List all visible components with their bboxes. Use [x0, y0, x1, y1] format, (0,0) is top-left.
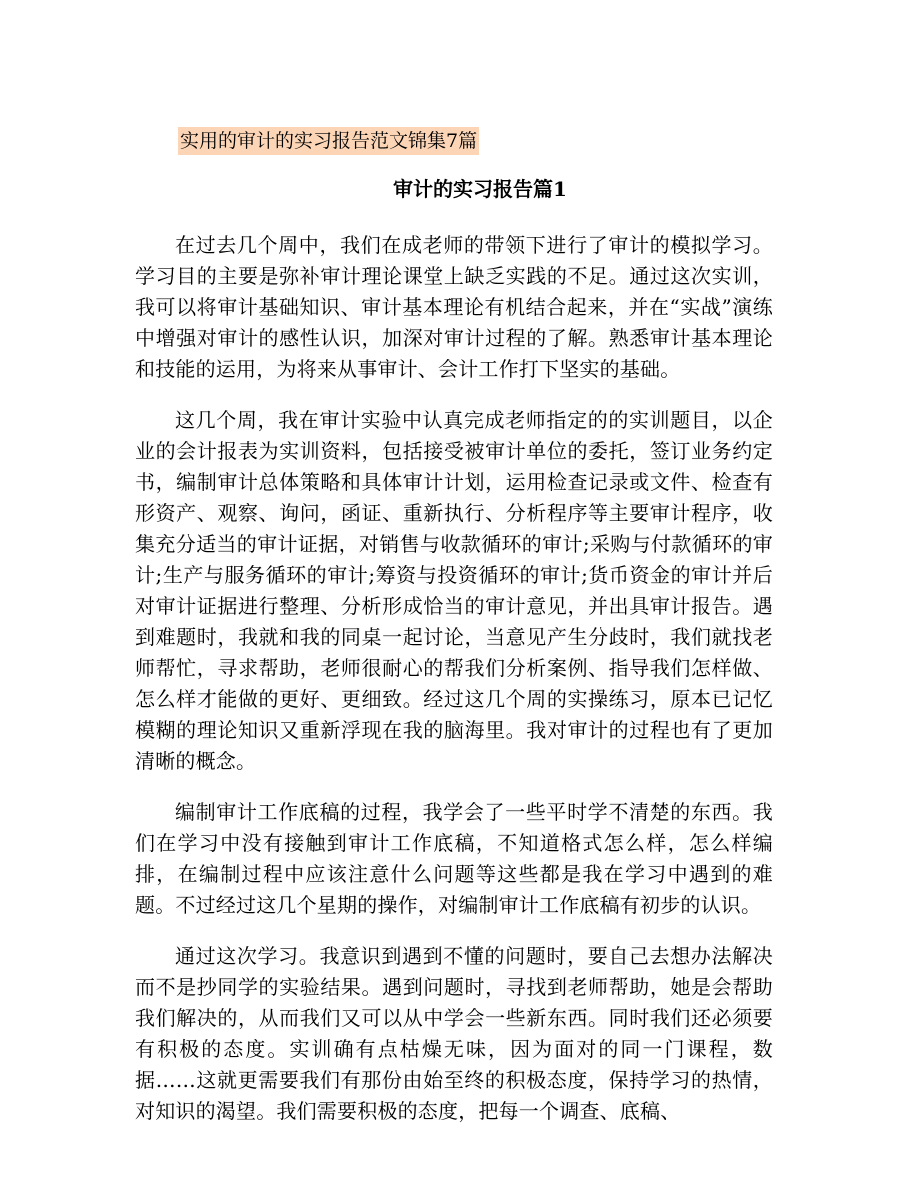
document-body [135, 230, 773, 1147]
paragraph: 在过去几个周中，我们在成老师的带领下进行了审计的模拟学习。学习目的主要是弥补审计理论课堂上缺乏实践的不足。通过这次实训，我可以将审计基础知识、审计基本理论有机结合起来，并在“实战”演练中增强对审计的感性认识，加深对审计过程的了解。熟悉审计基本理论和技能的运用，为将来从事审计、会计工作打下坚实的基础。 [135, 233, 773, 381]
document-heading: 实用的审计的实习报告范文锦集7篇 [178, 127, 479, 155]
paragraph: 通过这次学习。我意识到遇到不懂的问题时，要自己去想办法解决而不是抄同学的实验结果。遇到问题时，寻找到老师帮助，她是会帮助我们解决的，从而我们又可以从中学会一些新东西。同时我们还必须要有积极的态度。实训确有点枯燥无味，因为面对的同一门课程，数据……这就更需要我们有那份由始至终的积极态度，保持学习的热情，对知识的渴望。我们需要积极的态度，把每一个调查、底稿、 [135, 944, 773, 1123]
paragraph: 这几个周，我在审计实验中认真完成老师指定的的实训题目，以企业的会计报表为实训资料，包括接受被审计单位的委托，签订业务约定书，编制审计总体策略和具体审计计划，运用检查记录或文件、检查有形资产、观察、询问，函证、重新执行、分析程序等主要审计程序，收集充分适当的审计证据，对销售与收款循环的审计;采购与付款循环的审计;生产与服务循环的审计;筹资与投资循环的审计;货币资金的审计并后对审计证据进行整理、分析形成恰当的审计意见，并出具审计报告。遇到难题时，我就和我的同桌一起讨论，当意见产生分歧时，我们就找老师帮忙，寻求帮助，老师很耐心的帮我们分析案例、指导我们怎样做、怎么样才能做的更好、更细致。经过这几个周的实操练习，原本已记忆模糊的理论知识又重新浮现在我的脑海里。我对审计的过程也有了更加清晰的概念。 [135, 408, 773, 773]
paragraph: 编制审计工作底稿的过程，我学会了一些平时学不清楚的东西。我们在学习中没有接触到审计工作底稿，不知道格式怎么样，怎么样编排，在编制过程中应该注意什么问题等这些都是我在学习中遇到的难题。不过经过这几个星期的操作，对编制审计工作底稿有初步的认识。 [135, 800, 773, 917]
chapter-title: 审计的实习报告篇1 [393, 177, 567, 201]
